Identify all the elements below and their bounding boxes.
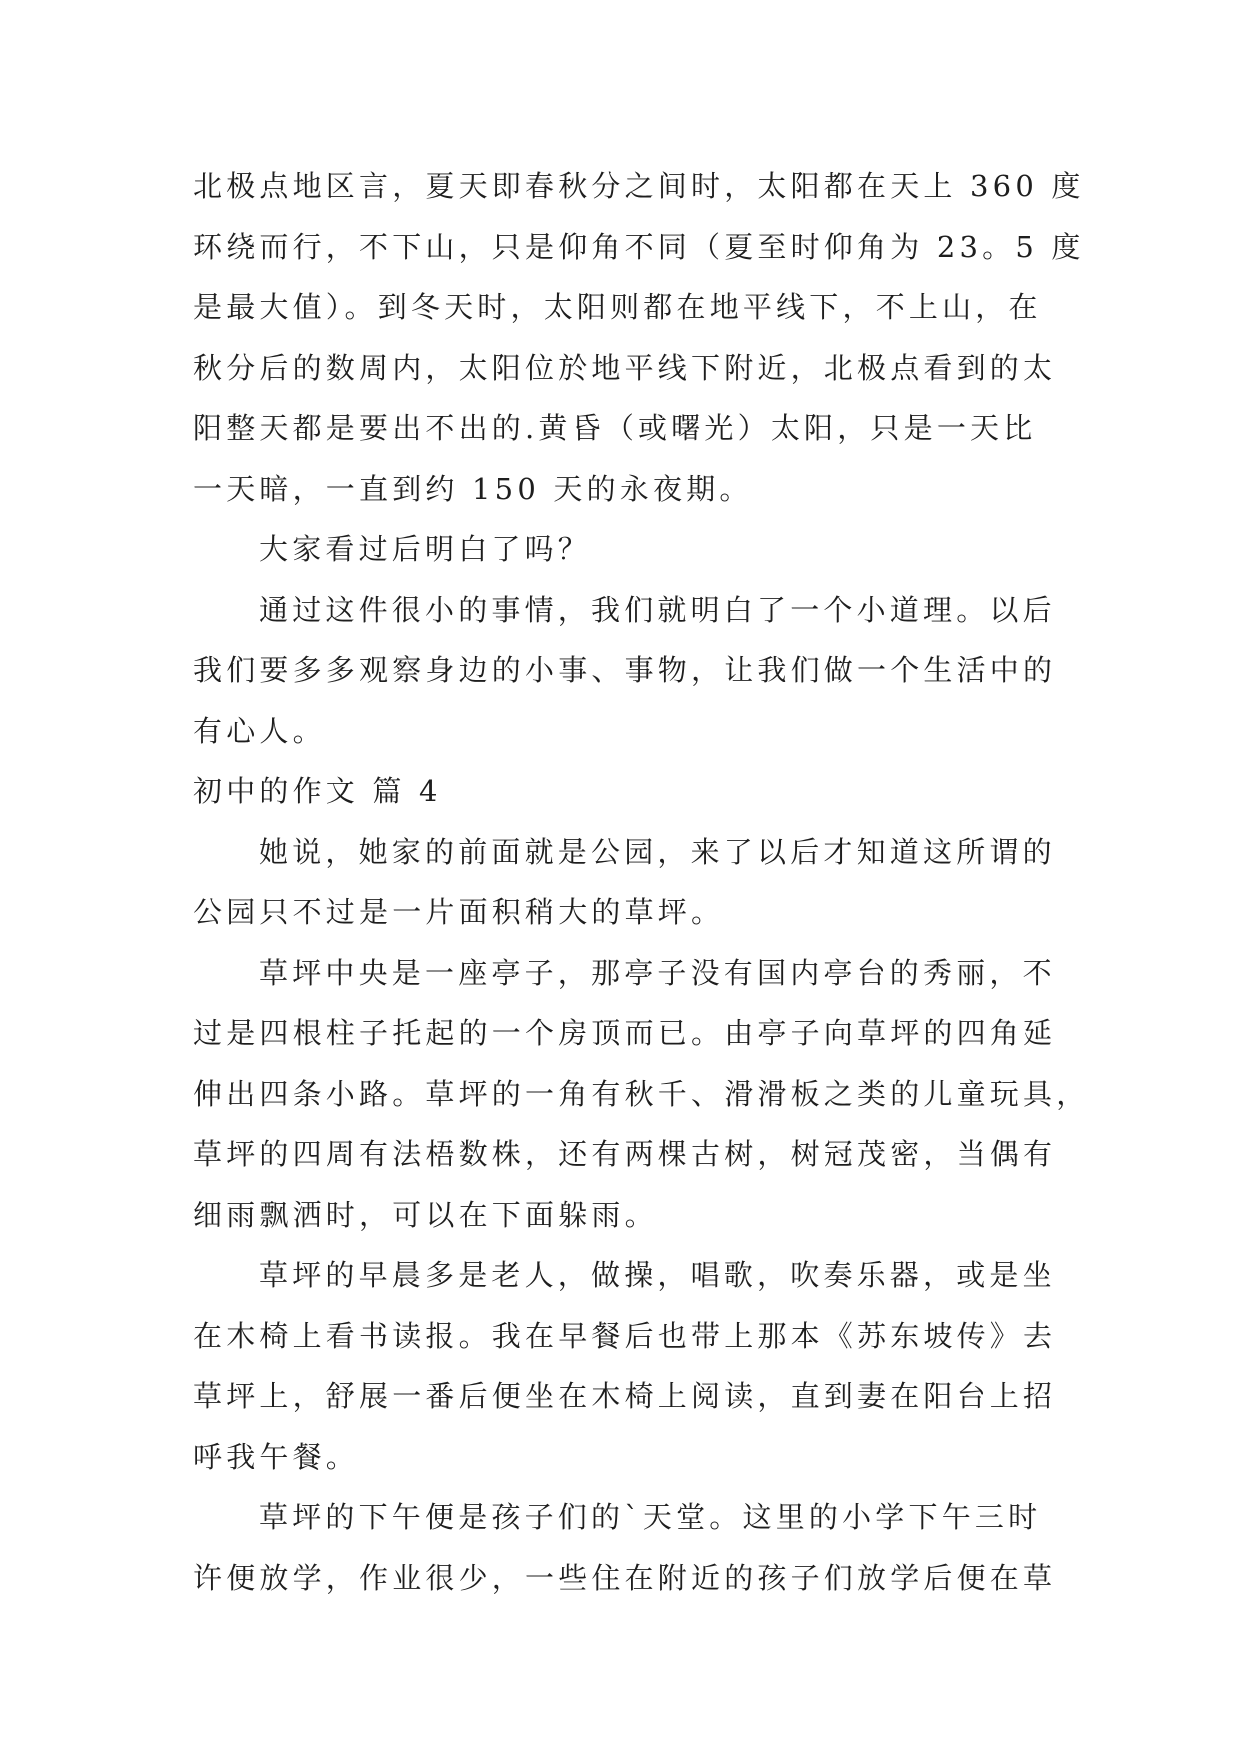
text-line: 呼我午餐。 — [193, 1439, 360, 1474]
text-line: 我们要多多观察身边的小事、事物，让我们做一个生活中的 — [193, 653, 1057, 687]
text-line: 过是四根柱子托起的一个房顶而已。由亭子向草坪的四角延 — [193, 1016, 1057, 1050]
text-line: 草坪上，舒展一番后便坐在木椅上阅读，直到妻在阳台上招 — [193, 1379, 1057, 1413]
text-line: 是最大值）。到冬天时，太阳则都在地平线下，不上山，在 — [193, 290, 1042, 324]
paragraph-first-line: 她说，她家的前面就是公园，来了以后才知道这所谓的 — [259, 834, 1056, 869]
paragraph-first-line: 草坪中央是一座亭子，那亭子没有国内亭台的秀丽，不 — [259, 955, 1056, 990]
text-line: 有心人。 — [193, 713, 326, 748]
text-line: 许便放学，作业很少，一些住在附近的孩子们放学后便在草 — [193, 1560, 1057, 1595]
text-line: 细雨飘洒时，可以在下面躲雨。 — [193, 1197, 658, 1232]
section-heading: 初中的作文 篇 4 — [193, 774, 442, 808]
paragraph-first-line: 草坪的下午便是孩子们的`天堂。这里的小学下午三时 — [259, 1500, 1042, 1534]
document-body — [193, 156, 1090, 1608]
paragraph-first-line: 通过这件很小的事情，我们就明白了一个小道理。以后 — [259, 592, 1056, 627]
text-line: 草坪的四周有法梧数株，还有两棵古树，树冠茂密，当偶有 — [193, 1137, 1057, 1171]
text-line: 阳整天都是要出不出的.黄昏（或曙光）太阳，只是一天比 — [193, 411, 1037, 445]
text-line: 公园只不过是一片面积稍大的草坪。 — [193, 895, 725, 929]
text-line: 北极点地区言，夏天即春秋分之间时，太阳都在天上 360 度 — [193, 169, 1085, 203]
text-line: 一天暗，一直到约 150 天的永夜期。 — [193, 471, 753, 506]
paragraph-first-line: 草坪的早晨多是老人，做操，唱歌，吹奏乐器，或是坐 — [259, 1258, 1056, 1292]
text-line: 秋分后的数周内，太阳位於地平线下附近，北极点看到的太 — [193, 350, 1057, 385]
text-line: 伸出四条小路。草坪的一角有秋千、滑滑板之类的儿童玩具， — [193, 1076, 1090, 1111]
paragraph-first-line: 大家看过后明白了吗？ — [259, 532, 592, 566]
text-line: 环绕而行，不下山，只是仰角不同（夏至时仰角为 23。5 度 — [193, 229, 1085, 264]
text-line: 在木椅上看书读报。我在早餐后也带上那本《苏东坡传》去 — [193, 1318, 1057, 1353]
